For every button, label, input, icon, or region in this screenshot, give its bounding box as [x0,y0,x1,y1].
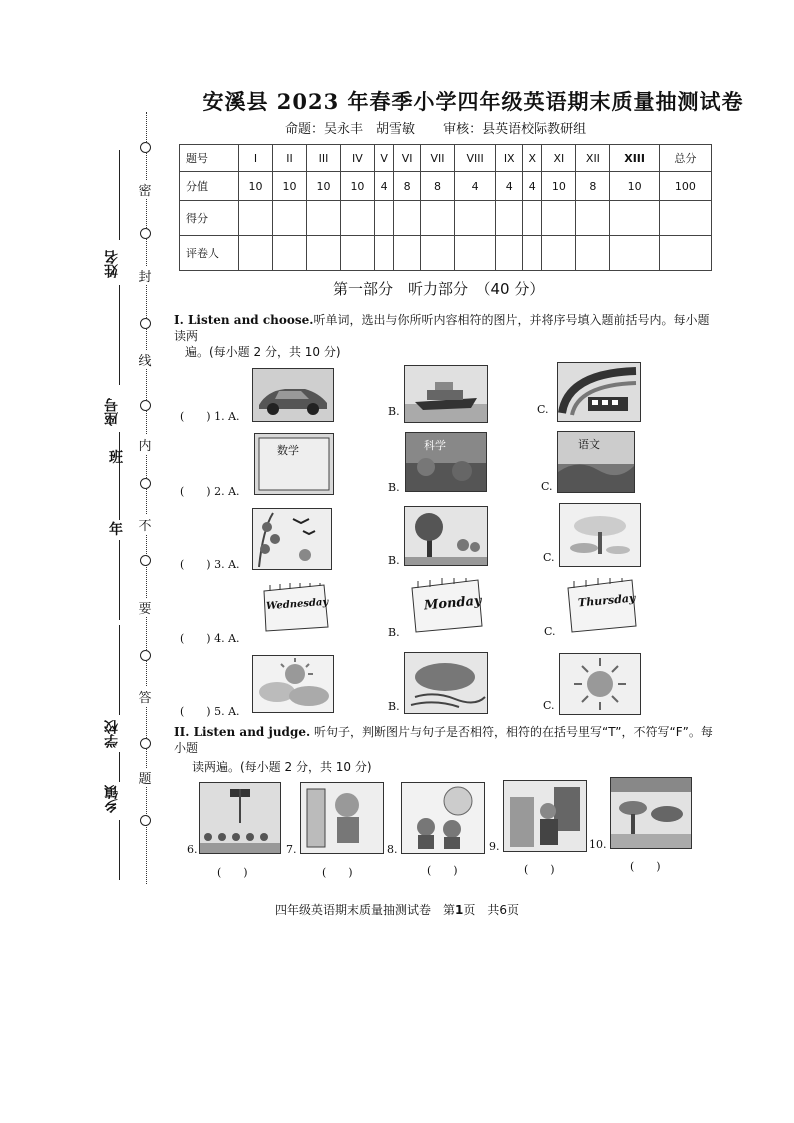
question-number: XI [542,145,576,172]
chinese-book-picture[interactable] [557,431,635,493]
answer-paren[interactable]: ( ) [524,863,555,876]
question-label: ( ) 4. A. [180,632,240,645]
ship-picture[interactable] [404,365,488,423]
grader-cell[interactable] [454,236,495,271]
book-title: 数学 [277,444,299,457]
school-label: 学校 [104,720,120,748]
day-label: Monday [423,593,483,614]
section1-instructions [174,312,719,344]
point-value: 10 [340,172,374,201]
name-label: 姓名 [104,250,120,278]
option-c-label: C. [537,403,549,416]
section2-instructions [174,724,724,756]
car-picture[interactable] [252,368,334,422]
row-label: 评卷人 [180,236,239,271]
authors-line [285,118,596,137]
seal-circle [140,318,151,329]
seal-circle [140,400,151,411]
item-number: 8. [387,843,398,856]
name-line-lower[interactable] [119,285,120,385]
table-row [180,236,712,271]
grader-cell[interactable] [306,236,340,271]
score-cell[interactable] [542,201,576,236]
score-cell[interactable] [239,201,273,236]
total-points: 100 [659,172,711,201]
section1-desc: 听单词，选出与你所听内容相符的图片，并将序号填入题前括号内。每小题读两 [174,313,710,343]
train-picture[interactable] [557,362,641,422]
question-number: V [374,145,393,172]
grader-cell[interactable] [374,236,393,271]
answer-paren[interactable]: ( ) [630,860,661,873]
science-book-picture[interactable] [405,432,487,492]
seal-circle [140,815,151,826]
question-label: ( ) 3. A. [180,558,240,571]
option-b-label: B. [388,405,400,418]
point-value: 10 [542,172,576,201]
answer-paren[interactable]: ( ) [322,866,353,879]
score-cell[interactable] [374,201,393,236]
option-b-label: B. [388,481,400,494]
grader-cell[interactable] [542,236,576,271]
row-label: 得分 [180,201,239,236]
item-number: 7. [286,843,297,856]
option-b-label: B. [388,626,400,639]
grader-cell[interactable] [523,236,542,271]
question-label: ( ) 5. A. [180,705,240,718]
point-value: 4 [523,172,542,201]
table-row [180,145,712,172]
question-number: VIII [454,145,495,172]
point-value: 8 [576,172,610,201]
question-number: XII [576,145,610,172]
grader-cell[interactable] [239,236,273,271]
point-value: 10 [272,172,306,201]
total-header: 总分 [659,145,711,172]
picture-7[interactable] [300,782,384,854]
seal-char: 答 [138,687,152,706]
page-footer [0,901,794,918]
question-label: ( ) 1. A. [180,410,240,423]
seal-char: 内 [138,435,152,454]
part-one-heading: 第一部分 听力部分 （40 分） [333,280,545,298]
point-value: 8 [394,172,421,201]
day-label: Thursday [577,591,636,610]
section1-instructions-2: 遍。(每小题 2 分，共 10 分) [185,345,341,359]
seal-circle [140,650,151,661]
winter-picture[interactable] [559,503,641,567]
seal-circle [140,478,151,489]
class-line[interactable] [119,470,120,520]
name-line[interactable] [119,150,120,240]
grader-cell[interactable] [394,236,421,271]
answer-paren[interactable]: ( ) [217,866,248,879]
option-b-label: B. [388,700,400,713]
page-number: 1 [454,903,464,917]
score-cell[interactable] [454,201,495,236]
point-value: 10 [239,172,273,201]
score-cell[interactable] [420,201,454,236]
seal-circle [140,738,151,749]
grader-cell[interactable] [420,236,454,271]
windy-cloud-picture[interactable] [404,652,488,714]
section2-title: II. Listen and judge. [174,725,311,739]
town-label: 乡镇 [104,785,120,813]
seal-char: 题 [138,768,152,787]
option-c-label: C. [541,480,553,493]
book-title: 语文 [578,438,600,451]
point-value: 4 [374,172,393,201]
point-value: 4 [496,172,523,201]
option-c-label: C. [543,699,555,712]
question-label: ( ) 2. A. [180,485,240,498]
seal-char: 线 [138,350,152,369]
point-value: 4 [454,172,495,201]
score-table [179,144,712,271]
section2-instructions-2: 读两遍。(每小题 2 分，共 10 分) [192,760,372,774]
sunny-picture[interactable] [559,653,641,715]
math-book-picture[interactable] [254,433,334,495]
autumn-picture[interactable] [404,506,488,566]
item-number: 9. [489,840,500,853]
seal-char: 封 [138,266,152,285]
day-label: Wednesday [265,596,329,613]
question-number: VI [394,145,421,172]
score-cell[interactable] [394,201,421,236]
point-value: 8 [420,172,454,201]
row-label: 分值 [180,172,239,201]
item-number: 10. [589,838,607,851]
town-line-lower[interactable] [119,820,120,880]
grader-cell[interactable] [272,236,306,271]
question-number: I [239,145,273,172]
seal-circle [140,228,151,239]
picture-8[interactable] [401,782,485,854]
table-row [180,172,712,201]
score-cell[interactable] [496,201,523,236]
grader-cell[interactable] [576,236,610,271]
seal-circle [140,142,151,153]
item-number: 6. [187,843,198,856]
total-pages: 6 [499,903,507,917]
question-number: IX [496,145,523,172]
section2-desc: 听句子，判断图片与句子是否相符，相符的在括号里写“T”，不符写“F”。每小题 [174,725,713,755]
question-number: XIII [610,145,659,172]
question-number: IV [340,145,374,172]
answer-paren[interactable]: ( ) [427,864,458,877]
point-value: 10 [610,172,659,201]
question-number: III [306,145,340,172]
review-label: 审核：县英语校际教研组 [443,122,587,137]
picture-10[interactable] [610,777,692,849]
option-b-label: B. [388,554,400,567]
point-value: 10 [306,172,340,201]
grade-line[interactable] [119,540,120,620]
grade-label: 年 [109,522,123,538]
seal-char: 不 [138,515,152,534]
score-cell[interactable] [610,201,659,236]
score-cell[interactable] [272,201,306,236]
option-c-label: C. [543,551,555,564]
section1-title: I. Listen and choose. [174,313,314,327]
authors-label: 命题：吴永丰 胡雪敏 [285,122,416,137]
grader-cell[interactable] [659,236,711,271]
score-cell[interactable] [659,201,711,236]
score-cell[interactable] [340,201,374,236]
picture-6[interactable] [199,782,281,854]
row-label: 题号 [180,145,239,172]
option-c-label: C. [544,625,556,638]
footer-text: 页 共 [463,903,500,917]
question-number: II [272,145,306,172]
score-cell[interactable] [576,201,610,236]
footer-text: 页 [507,903,520,917]
class-label: 班 [109,450,123,466]
page-title: 安溪县 2023 年春季小学四年级英语期末质量抽测试卷 [202,89,744,114]
picture-9[interactable] [503,780,587,852]
score-cell[interactable] [306,201,340,236]
seat-label: 座号 [104,398,120,426]
seal-char: 密 [138,180,152,199]
question-number: VII [420,145,454,172]
book-title: 科学 [424,439,446,452]
footer-text: 四年级英语期末质量抽测试卷 第 [274,903,455,917]
seal-circle [140,555,151,566]
seal-char: 要 [138,598,152,617]
calendar-picture[interactable] [404,578,486,634]
calendar-picture[interactable] [258,583,330,633]
question-number: X [523,145,542,172]
sunny-cloudy-picture[interactable] [252,655,334,713]
table-row [180,201,712,236]
grader-cell[interactable] [496,236,523,271]
spring-picture[interactable] [252,508,332,570]
town-line[interactable] [119,752,120,782]
grader-cell[interactable] [340,236,374,271]
score-cell[interactable] [523,201,542,236]
calendar-picture[interactable] [560,578,640,634]
grader-cell[interactable] [610,236,659,271]
school-line[interactable] [119,625,120,715]
